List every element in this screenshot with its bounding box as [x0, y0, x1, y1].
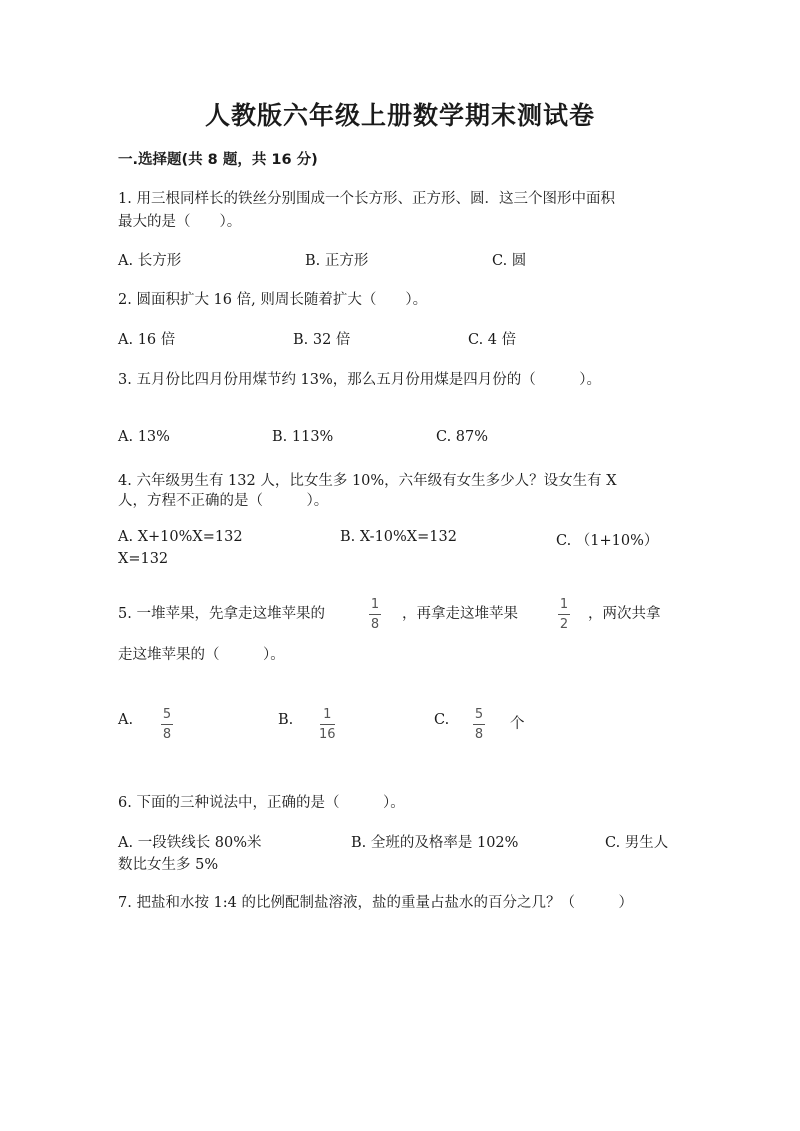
fraction-bar: [161, 724, 173, 725]
question-5-option-b-fraction: [319, 707, 336, 742]
question-6-option-c: C. 男生人: [605, 835, 669, 851]
question-6-option-b: B. 全班的及格率是 102%: [351, 835, 519, 851]
question-6-option-c-cont: 数比女生多 5%: [118, 857, 219, 873]
fraction-numerator: 5: [474, 707, 484, 722]
question-2-option-b: B. 32 倍: [293, 332, 351, 348]
question-5-text-cont: 走这堆苹果的（ ）。: [118, 647, 285, 663]
question-4-text: 4. 六年级男生有 132 人，比女生多 10%，六年级有女生多少人？设女生有 X: [118, 473, 617, 489]
question-6-text: 6. 下面的三种说法中，正确的是（ ）。: [118, 795, 405, 811]
fraction-bar: [473, 724, 485, 725]
question-1-text-cont: 最大的是（ ）。: [118, 214, 242, 230]
question-1-text: 1. 用三根同样长的铁丝分别围成一个长方形、正方形、圆．这三个图形中面积: [118, 191, 615, 207]
fraction-bar: [320, 724, 335, 725]
question-1-option-a: A. 长方形: [118, 253, 182, 269]
question-4-option-a: A. X+10%X=132: [118, 529, 243, 545]
question-5-text-part1: 5. 一堆苹果，先拿走这堆苹果的: [118, 606, 325, 622]
question-5-option-c-label: C.: [434, 712, 450, 728]
question-4-text-cont: 人，方程不正确的是（ ）。: [118, 493, 329, 509]
question-2-text: 2. 圆面积扩大 16 倍, 则周长随着扩大（ ）。: [118, 292, 428, 308]
question-3-option-a: A. 13%: [118, 429, 170, 445]
question-5-option-b-label: B.: [278, 712, 294, 728]
question-6-option-a: A. 一段铁线长 80%米: [118, 835, 262, 851]
question-2-option-c: C. 4 倍: [468, 332, 517, 348]
fraction-numerator: 1: [323, 707, 332, 722]
question-1-option-c: C. 圆: [492, 253, 527, 269]
fraction-bar: [369, 614, 381, 615]
fraction-numerator: 5: [162, 707, 172, 722]
question-5-option-c-suffix: 个: [510, 716, 525, 732]
section-heading: 一.选择题(共 8 题，共 16 分): [118, 152, 318, 168]
fraction-denominator: 8: [162, 727, 172, 742]
question-5-option-a-fraction: [161, 707, 173, 742]
fraction-denominator: 8: [370, 617, 380, 632]
question-3-text: 3. 五月份比四月份用煤节约 13%，那么五月份用煤是四月份的（ ）。: [118, 372, 602, 388]
fraction-bar: [558, 614, 570, 615]
question-3-option-b: B. 113%: [272, 429, 334, 445]
question-4-option-c-cont: X=132: [118, 551, 169, 567]
question-5-text-part2: ，再拿走这堆苹果: [402, 606, 518, 622]
question-3-option-c: C. 87%: [436, 429, 489, 445]
fraction-numerator: 1: [370, 597, 380, 612]
fraction-denominator: 16: [319, 727, 336, 742]
question-4-option-b: B. X-10%X=132: [340, 529, 457, 545]
question-1-option-b: B. 正方形: [305, 253, 369, 269]
question-7-text: 7. 把盐和水按 1:4 的比例配制盐溶液，盐的重量占盐水的百分之几？（ ）: [118, 895, 633, 911]
page-title: 人教版六年级上册数学期末测试卷: [204, 101, 595, 130]
fraction-one-eighth: [369, 597, 381, 632]
question-5-option-a-label: A.: [118, 712, 134, 728]
question-5-text-part3: ，两次共拿: [588, 606, 661, 622]
fraction-numerator: 1: [559, 597, 569, 612]
fraction-denominator: 8: [474, 727, 484, 742]
question-2-option-a: A. 16 倍: [118, 332, 176, 348]
question-5-option-c-fraction: [473, 707, 485, 742]
fraction-denominator: 2: [559, 617, 569, 632]
fraction-one-half: [558, 597, 570, 632]
question-4-option-c: C. （1+10%）: [556, 533, 659, 549]
